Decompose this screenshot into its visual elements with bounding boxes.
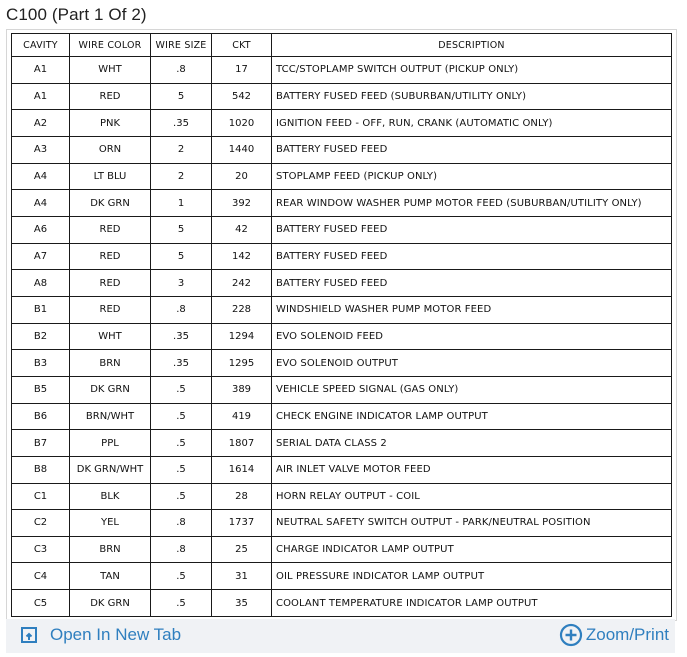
cell-cavity: A7 (12, 243, 70, 270)
cell-ckt: 28 (212, 483, 272, 510)
cell-cavity: B3 (12, 350, 70, 377)
cell-wire-size: 5 (151, 216, 212, 243)
cell-description: CHECK ENGINE INDICATOR LAMP OUTPUT (272, 403, 672, 430)
cell-ckt: 1737 (212, 510, 272, 537)
cell-wire-color: TAN (70, 563, 151, 590)
cell-description: STOPLAMP FEED (PICKUP ONLY) (272, 163, 672, 190)
cell-ckt: 228 (212, 296, 272, 323)
cell-ckt: 1807 (212, 430, 272, 457)
cell-ckt: 1295 (212, 350, 272, 377)
cell-wire-color: PNK (70, 110, 151, 137)
connector-table (11, 33, 672, 617)
cell-wire-color: RED (70, 270, 151, 297)
cell-cavity: B6 (12, 403, 70, 430)
cell-cavity: C2 (12, 510, 70, 537)
cell-cavity: B1 (12, 296, 70, 323)
cell-wire-color: YEL (70, 510, 151, 537)
table-row (12, 243, 672, 270)
zoom-print-button[interactable] (559, 623, 669, 647)
open-in-new-tab-link[interactable] (20, 625, 181, 645)
cell-wire-size: .8 (151, 510, 212, 537)
cell-ckt: 1294 (212, 323, 272, 350)
cell-cavity: A3 (12, 136, 70, 163)
cell-wire-color: RED (70, 83, 151, 110)
cell-ckt: 20 (212, 163, 272, 190)
zoom-print-label: Zoom/Print (585, 625, 669, 644)
cell-description: SERIAL DATA CLASS 2 (272, 430, 672, 457)
cell-ckt: 389 (212, 376, 272, 403)
table-row (12, 136, 672, 163)
cell-cavity: B8 (12, 456, 70, 483)
cell-wire-size: .5 (151, 430, 212, 457)
cell-description: EVO SOLENOID FEED (272, 323, 672, 350)
table-row (12, 110, 672, 137)
cell-cavity: A4 (12, 163, 70, 190)
cell-description: BATTERY FUSED FEED (272, 136, 672, 163)
table-row (12, 296, 672, 323)
cell-wire-color: DK GRN/WHT (70, 456, 151, 483)
cell-wire-size: 3 (151, 270, 212, 297)
cell-wire-size: 2 (151, 163, 212, 190)
cell-wire-color: LT BLU (70, 163, 151, 190)
table-row (12, 270, 672, 297)
header-wire-size: WIRE SIZE (151, 34, 212, 57)
cell-cavity: A8 (12, 270, 70, 297)
cell-wire-color: RED (70, 216, 151, 243)
table-row (12, 190, 672, 217)
cell-wire-size: .5 (151, 563, 212, 590)
cell-cavity: B7 (12, 430, 70, 457)
cell-wire-size: .5 (151, 403, 212, 430)
table-row (12, 163, 672, 190)
cell-cavity: C5 (12, 590, 70, 617)
cell-description: COOLANT TEMPERATURE INDICATOR LAMP OUTPUT (272, 590, 672, 617)
cell-cavity: B5 (12, 376, 70, 403)
cell-wire-color: PPL (70, 430, 151, 457)
cell-wire-size: .5 (151, 590, 212, 617)
table-row (12, 57, 672, 84)
cell-wire-size: .35 (151, 350, 212, 377)
cell-wire-size: .8 (151, 57, 212, 84)
cell-description: AIR INLET VALVE MOTOR FEED (272, 456, 672, 483)
cell-description: VEHICLE SPEED SIGNAL (GAS ONLY) (272, 376, 672, 403)
cell-ckt: 242 (212, 270, 272, 297)
table-row (12, 403, 672, 430)
cell-ckt: 1614 (212, 456, 272, 483)
header-cavity: CAVITY (12, 34, 70, 57)
cell-cavity: C4 (12, 563, 70, 590)
cell-wire-size: .8 (151, 536, 212, 563)
open-in-new-tab-label: Open In New Tab (50, 625, 182, 644)
cell-wire-color: WHT (70, 57, 151, 84)
cell-wire-color: RED (70, 296, 151, 323)
table-row (12, 83, 672, 110)
cell-cavity: A1 (12, 57, 70, 84)
cell-ckt: 142 (212, 243, 272, 270)
cell-cavity: A6 (12, 216, 70, 243)
table-header-row (12, 34, 672, 57)
table-row (12, 350, 672, 377)
cell-description: WINDSHIELD WASHER PUMP MOTOR FEED (272, 296, 672, 323)
cell-ckt: 392 (212, 190, 272, 217)
cell-wire-size: .35 (151, 323, 212, 350)
cell-description: CHARGE INDICATOR LAMP OUTPUT (272, 536, 672, 563)
header-description: DESCRIPTION (272, 34, 672, 57)
cell-wire-color: ORN (70, 136, 151, 163)
cell-wire-color: DK GRN (70, 590, 151, 617)
cell-ckt: 17 (212, 57, 272, 84)
cell-description: BATTERY FUSED FEED (272, 270, 672, 297)
plus-circle-icon (559, 623, 583, 647)
cell-description: BATTERY FUSED FEED (272, 216, 672, 243)
cell-wire-color: RED (70, 243, 151, 270)
open-new-tab-icon (20, 626, 38, 644)
cell-wire-size: 5 (151, 83, 212, 110)
cell-cavity: B2 (12, 323, 70, 350)
cell-ckt: 1440 (212, 136, 272, 163)
cell-cavity: A1 (12, 83, 70, 110)
table-row (12, 456, 672, 483)
diagram-image-frame (6, 29, 677, 621)
cell-wire-color: DK GRN (70, 190, 151, 217)
cell-wire-size: .5 (151, 456, 212, 483)
cell-ckt: 42 (212, 216, 272, 243)
cell-wire-size: .5 (151, 483, 212, 510)
cell-description: REAR WINDOW WASHER PUMP MOTOR FEED (SUBURBAN/UTILITY ONLY) (272, 190, 672, 217)
cell-description: IGNITION FEED - OFF, RUN, CRANK (AUTOMATIC ONLY) (272, 110, 672, 137)
cell-description: BATTERY FUSED FEED (SUBURBAN/UTILITY ONLY) (272, 83, 672, 110)
cell-ckt: 35 (212, 590, 272, 617)
cell-wire-size: 2 (151, 136, 212, 163)
cell-cavity: A4 (12, 190, 70, 217)
cell-ckt: 542 (212, 83, 272, 110)
cell-wire-size: .35 (151, 110, 212, 137)
table-row (12, 563, 672, 590)
cell-description: OIL PRESSURE INDICATOR LAMP OUTPUT (272, 563, 672, 590)
cell-cavity: C1 (12, 483, 70, 510)
cell-ckt: 1020 (212, 110, 272, 137)
table-row (12, 590, 672, 617)
cell-description: NEUTRAL SAFETY SWITCH OUTPUT - PARK/NEUTRAL POSITION (272, 510, 672, 537)
cell-wire-size: 1 (151, 190, 212, 217)
table-row (12, 376, 672, 403)
cell-cavity: A2 (12, 110, 70, 137)
cell-wire-color: WHT (70, 323, 151, 350)
cell-description: BATTERY FUSED FEED (272, 243, 672, 270)
cell-wire-color: BRN/WHT (70, 403, 151, 430)
cell-ckt: 31 (212, 563, 272, 590)
cell-cavity: C3 (12, 536, 70, 563)
table-row (12, 430, 672, 457)
image-footer-bar (6, 619, 675, 653)
table-row (12, 536, 672, 563)
cell-wire-color: DK GRN (70, 376, 151, 403)
cell-ckt: 419 (212, 403, 272, 430)
header-ckt: CKT (212, 34, 272, 57)
cell-wire-size: 5 (151, 243, 212, 270)
cell-wire-size: .8 (151, 296, 212, 323)
table-row (12, 510, 672, 537)
cell-wire-color: BRN (70, 350, 151, 377)
page-title: C100 (Part 1 Of 2) (6, 5, 147, 24)
cell-wire-color: BRN (70, 536, 151, 563)
header-wire-color: WIRE COLOR (70, 34, 151, 57)
cell-description: HORN RELAY OUTPUT - COIL (272, 483, 672, 510)
table-row (12, 323, 672, 350)
cell-ckt: 25 (212, 536, 272, 563)
table-row (12, 216, 672, 243)
cell-description: TCC/STOPLAMP SWITCH OUTPUT (PICKUP ONLY) (272, 57, 672, 84)
table-row (12, 483, 672, 510)
cell-wire-color: BLK (70, 483, 151, 510)
cell-description: EVO SOLENOID OUTPUT (272, 350, 672, 377)
cell-wire-size: .5 (151, 376, 212, 403)
